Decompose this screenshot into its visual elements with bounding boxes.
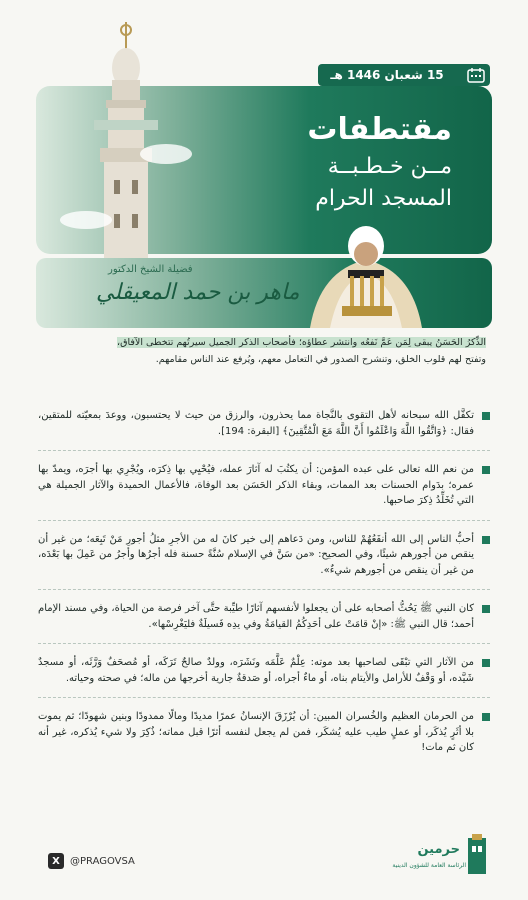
list-item: [38, 532, 490, 579]
divider: [38, 697, 490, 698]
divider: [38, 450, 490, 451]
list-item-text: تكفَّل الله سبحانه لأهل التقوى بالنَّجاة مما يحذرون، والرزق من حيث لا يحتسبون، ووعدَ بمعيّته للمتقين، فقال: ﴿وَاتَّقُوا اللَّهَ وَاعْلَمُوا أَنَّ اللَّهَ مَعَ الْمُتَّقِينَ﴾ [البقرة: 194].: [38, 410, 474, 437]
list-item-text: أحبُّ الناس إلى الله أنفَعُهُمْ للناس، ومن دَعاهم إلى خير كانَ له من الأجرِ مثلُ أجورِ مَنْ تَبِعَه؛ من غير أن ينقص من أجورهم شيئًا، وفي الصحيح: «من سَنَّ في الإسلام سُنَّةً حسنة فله أجرُها وأجرُ من عَمِلَ بها بَعْدَه، من غير أن ينقص من أجورهم شيءٌ».: [38, 533, 474, 576]
social-handle[interactable]: [48, 852, 135, 870]
handle-text: @PRAGOVSA: [70, 855, 135, 867]
list-item-text: كان النبي ﷺ يَحُثُّ أصحابه على أن يجعلوا لأنفسهم آثارًا طيِّبة حتَّى آخر فرصة من الحياة، وفي مسند الإمام أحمد؛ قال النبي ﷺ: «إنْ قامَتْ على أحَدِكُمُ القيامَةُ وفي يدِه فَسيلَةٌ فليَغْرِسْها».: [38, 603, 474, 630]
date-text: 15 شعبان 1446 هـ: [330, 68, 444, 82]
title-masjid: المسجد الحرام: [315, 186, 452, 211]
title-excerpts: مقتطفات: [307, 112, 452, 147]
bullet-square-icon: [482, 605, 490, 613]
list-item-text: من الحرمان العظيم والخُسران المبين: أن يُرْزَقَ الإنسانُ عمرًا مديدًا ومالًا ممدودًا وبنين شهودًا؛ ثم يموت بلا أثَرٍ يُذكَر، أو عملٍ طيب عليه يُشكَر، فمن لم يجعل لنفسه أثرًا قبل مماته؛ ذُكِرَ ولا شيء يُذكره، غير أنه كان ثم مات!: [38, 711, 474, 753]
list-item-text: من الآثار التي تبْقَى لصاحبها بعد موته: عِلْمٌ عَلَّمَه ونَشَرَه، وولدٌ صالحٌ تَرَكَه، أو مُصحَفٌ وَرَّثَه، أو مسجدٌ شَيَّده، أو وَقْفٌ للأرامل والأيتام بناه، أو ماءٌ أجراه، أو صَدقةٌ جارية أخرجها من ماله؛ في صحته وحياته.: [38, 657, 474, 684]
list-item: [38, 709, 490, 756]
bullet-square-icon: [482, 659, 490, 667]
speaker-name: ماهر بن حمد المعيقلي: [96, 280, 300, 305]
divider: [38, 589, 490, 590]
list-item: [38, 655, 490, 686]
divider: [38, 643, 490, 644]
logo-subtitle: الرئاسة العامة للشؤون الدينية: [392, 862, 466, 869]
list-item: [38, 601, 490, 632]
speaker-honorific: فضيلة الشيخ الدكتور: [108, 264, 193, 275]
calendar-icon: [464, 64, 488, 86]
imam-photo: [300, 220, 432, 328]
bullet-square-icon: [482, 412, 490, 420]
title-sermon: مــن خـطـبــة: [327, 154, 452, 179]
bullet-square-icon: [482, 713, 490, 721]
bullet-square-icon: [482, 536, 490, 544]
x-logo-icon: X: [48, 853, 64, 869]
divider: [38, 520, 490, 521]
intro-rest: وتفتح لهم قلوب الخلق، وتنشرح الصدور في التعامل معهم، ويُرفع عند الناس مقامهم.: [155, 354, 486, 365]
intro-paragraph: [46, 334, 486, 368]
minaret-illustration: [56, 20, 196, 260]
logo-wordmark: حرمين: [417, 842, 460, 857]
excerpt-list: [38, 408, 490, 756]
list-item: [38, 408, 490, 439]
bullet-square-icon: [482, 466, 490, 474]
intro-highlight: الذِّكرُ الحَسَنُ يبقى لِمَن عَمَّ نَفعُه وانتشر عطاؤه؛ فأصحاب الذكر الجميل سيرتُهم تتخطى الآفاق،: [117, 337, 486, 348]
list-item: [38, 462, 490, 509]
list-item-text: من نعم الله تعالى على عبده المؤمن: أن يكتُبَ له آثارَ عمله، فيُحْيِي بها ذِكرَه، ويُجْرِي بها أجرَه، ويمدّ بها عمره؛ بدَوام الحسنات بعد الممات، وبقاء الذكر الحَسَن بعد الوفاة، فالأعمال الحميدة والآثار الجميلة هي التي تُخَلِّدُ ذِكرَ صاحبها.: [38, 464, 474, 506]
